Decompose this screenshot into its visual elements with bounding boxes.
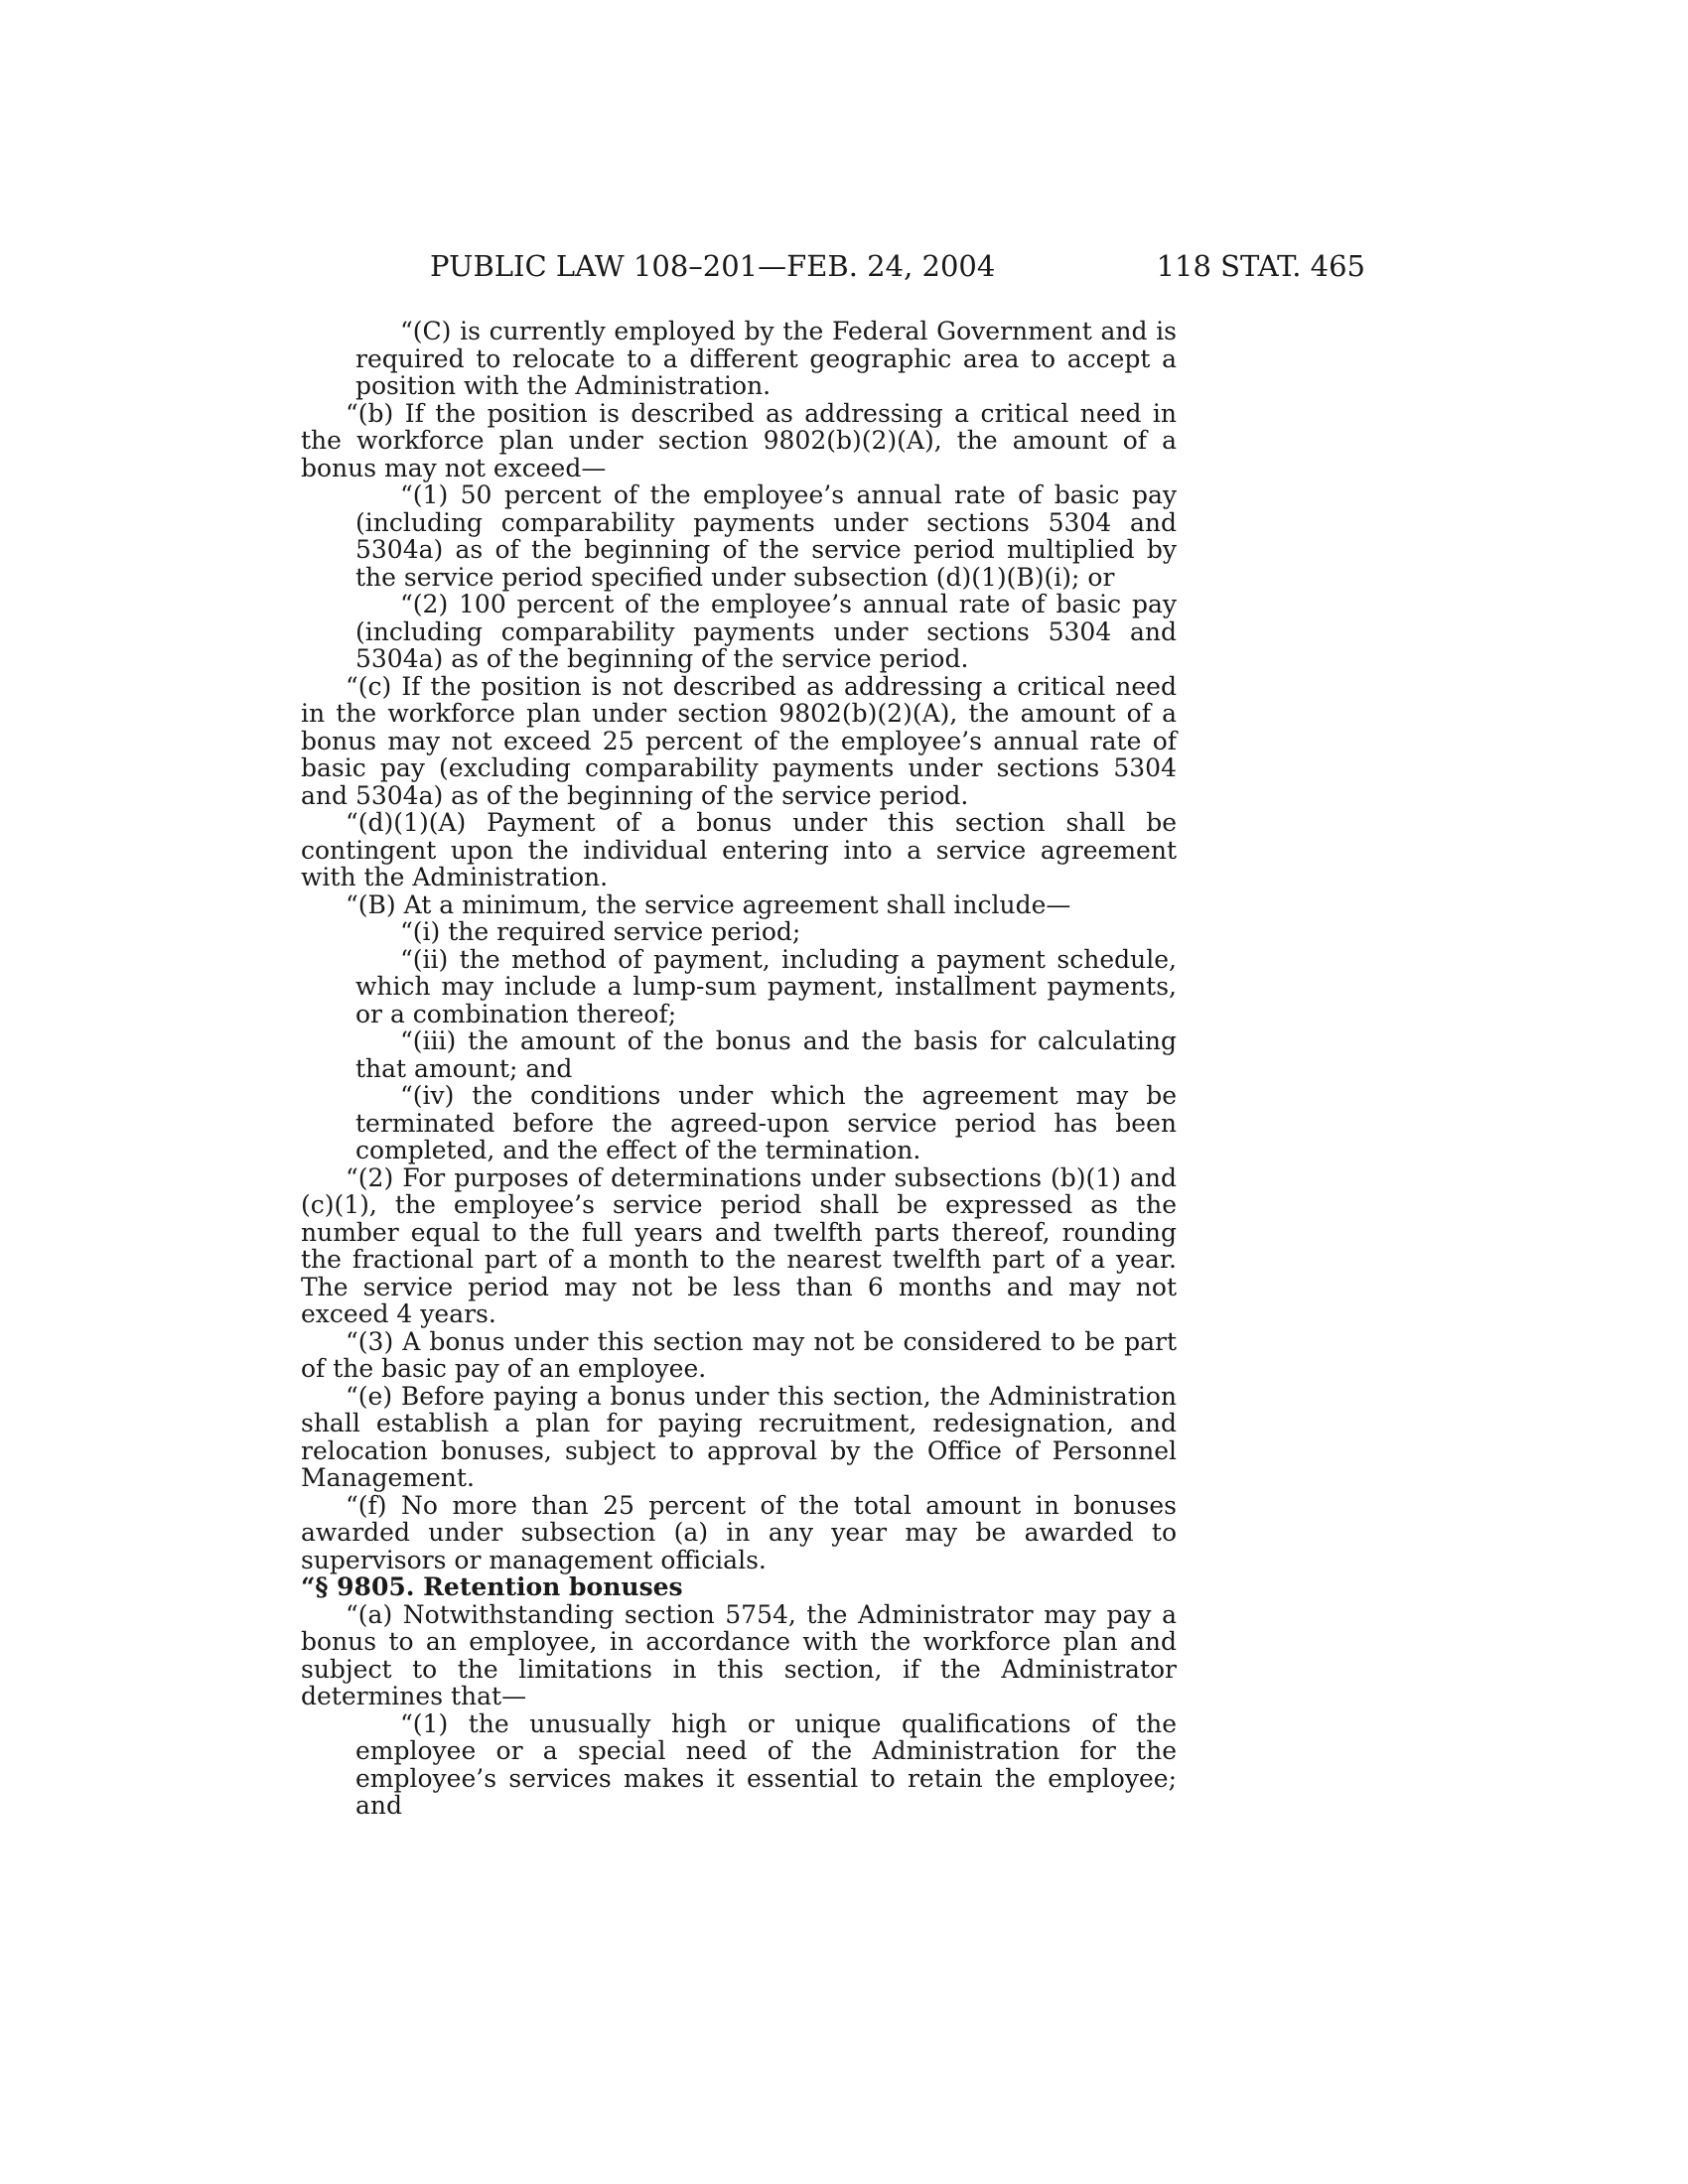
paragraph-d-1-b: “(B) At a minimum, the service agreement shall include— (346, 889, 1071, 919)
paragraph-b-2: “(2) 100 percent of the employee’s annual rate of basic pay (including comparability payments under sections 5304 and 5304a) as of the beginning of the service period. (355, 590, 1177, 673)
paragraph-c: “(c) If the position is not described as addressing a critical need in the workforce plan under section 9802(b)(2)(A), the amount of a bonus may not exceed 25 percent of the employee’s annual rate of basic pay (excluding comparability payments under sections 5304 and 5304a) as of the beginning of the service period. (301, 671, 1177, 810)
paragraph-d-1-a: “(d)(1)(A) Payment of a bonus under this section shall be contingent upon the individual entering into a service agreement with the Administration. (301, 808, 1177, 891)
page-header (430, 246, 1365, 286)
paragraph-b-1: “(1) 50 percent of the employee’s annual rate of basic pay (including comparability payments under sections 5304 and 5304a) as of the beginning of the service period multiplied by the service period specified under subsection (d)(1)(B)(i); or (355, 480, 1177, 592)
paragraph-d-2: “(2) For purposes of determinations under subsections (b)(1) and (c)(1), the employee’s service period shall be expressed as the number equal to the full years and twelfth parts thereof, rounding the fractional part of a month to the nearest twelfth part of a year. The service period may not be less than 6 months and may not exceed 4 years. (301, 1162, 1177, 1328)
paragraph-d-1-b-iii: “(iii) the amount of the bonus and the basis for calculating that amount; and (355, 1026, 1177, 1083)
paragraph-d-1-b-iv: “(iv) the conditions under which the agreement may be terminated before the agreed-upon service period has been completed, and the effect of the termination. (355, 1081, 1177, 1164)
page-header-title: PUBLIC LAW 108–201—FEB. 24, 2004 (430, 249, 996, 283)
paragraph-d-3: “(3) A bonus under this section may not be considered to be part of the basic pay of an employee. (301, 1326, 1177, 1383)
paragraph-e: “(e) Before paying a bonus under this section, the Administration shall establish a plan for paying recruitment, redesignation, and relocation bonuses, subject to approval by the Office of Personnel Management. (301, 1381, 1177, 1492)
paragraph-c-employed: “(C) is currently employed by the Federal Government and is required to relocate to a different geographic area to accept a position with the Administration. (355, 317, 1177, 400)
paragraph-retention-a: “(a) Notwithstanding section 5754, the Administrator may pay a bonus to an employee, in accordance with the workforce plan and subject to the limitations in this section, if the Administrator determines that— (301, 1599, 1177, 1710)
document-body (301, 318, 1177, 1820)
paragraph-d-1-b-ii: “(ii) the method of payment, including a payment schedule, which may include a lump-sum payment, installment payments, or a combination thereof; (355, 944, 1177, 1028)
section-heading: “§ 9805. Retention bonuses (301, 1572, 683, 1601)
page-header-stat: 118 STAT. 465 (1156, 249, 1365, 283)
paragraph-d-1-b-i: “(i) the required service period; (400, 917, 801, 946)
paragraph-b: “(b) If the position is described as addressing a critical need in the workforce plan under section 9802(b)(2)(A), the amount of a bonus may not exceed— (301, 398, 1177, 482)
paragraph-retention-a-1: “(1) the unusually high or unique qualifications of the employee or a special need of the Administration for the employee’s services makes it essential to retain the employee; and (355, 1708, 1177, 1820)
paragraph-f: “(f) No more than 25 percent of the total amount in bonuses awarded under subsection (a) in any year may be awarded to supervisors or management officials. (301, 1490, 1177, 1574)
